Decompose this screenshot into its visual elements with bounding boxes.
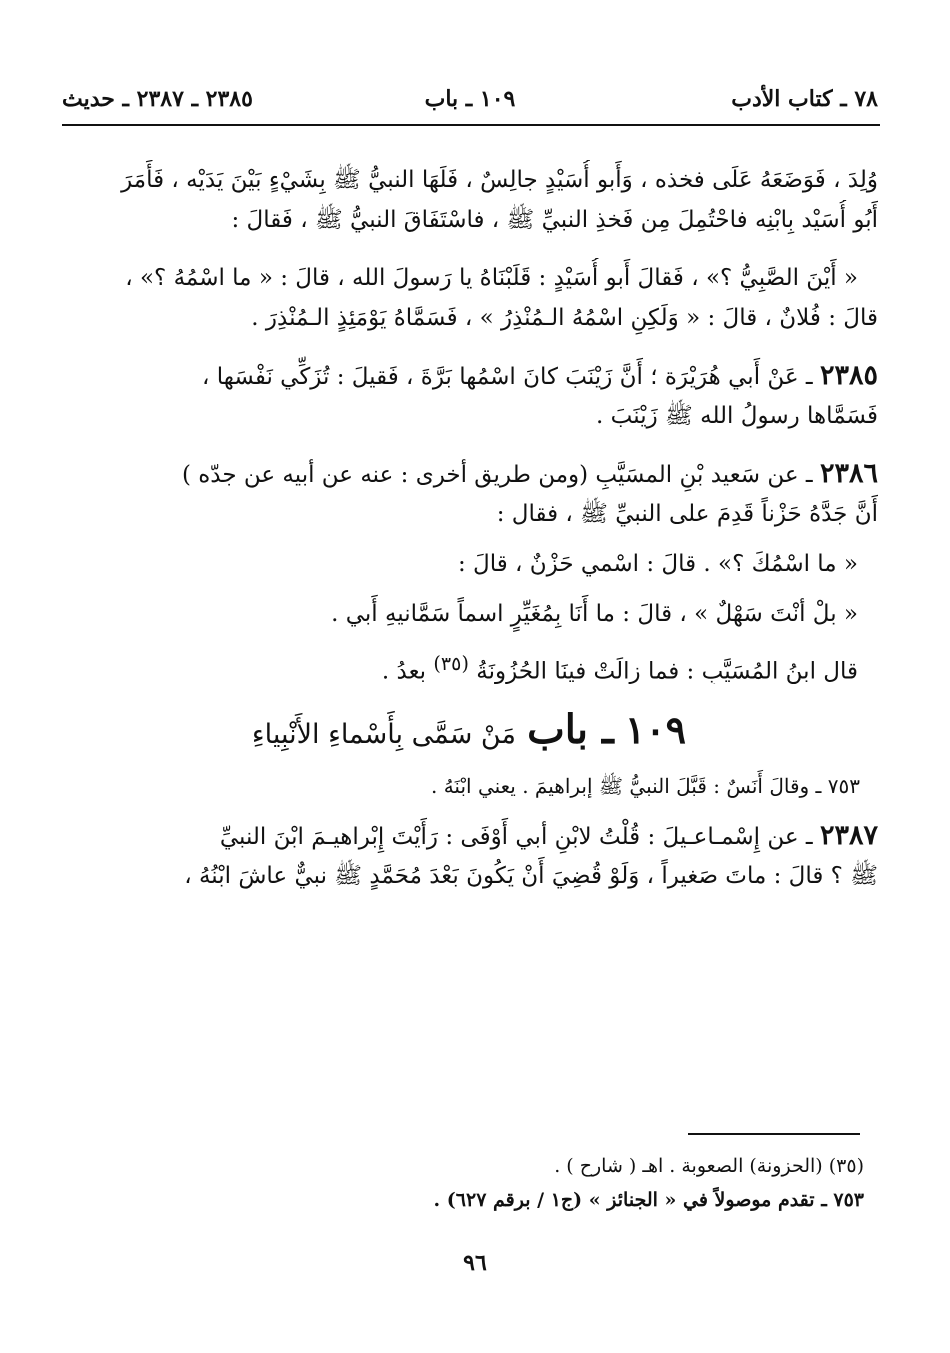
- hadith-text: ـ عَنْ أَبي هُرَيْرَة ؛ أَنَّ زَيْنَبَ كانَ اسْمُها بَرَّةَ ، فَقيلَ : تُزَكِّي نَفْسَها ،: [201, 364, 813, 390]
- text-line: [60, 644, 878, 684]
- hadith-number: ٢٣٨٦: [819, 458, 878, 489]
- quote-line: « ما اسْمُكَ ؟» . قالَ : اسْمي حَزْنٌ ، قالَ :: [457, 551, 858, 577]
- footnotes: [60, 1150, 864, 1218]
- hadith-2385-line: [60, 356, 878, 396]
- footnote-ref: (٣٥): [433, 652, 469, 675]
- header-chapter: ١٠٩ ـ باب: [424, 86, 516, 112]
- mualaq-note: ٧٥٣ ـ وقالَ أَنَسٌ : قَبَّلَ النبيُّ ﷺ إبراهيمَ . يعني ابْنَهُ .: [430, 774, 860, 798]
- chapter-number: ١٠٩: [624, 707, 687, 752]
- hadith-number: ٢٣٨٥: [819, 360, 878, 391]
- running-header: [62, 80, 878, 120]
- main-text: [60, 160, 878, 896]
- text-line: فَسَمَّاها رسولُ الله ﷺ زَيْنَبَ .: [596, 403, 878, 429]
- footnote-35: (٣٥) (الحزونة) الصعوبة . اهـ ( شارح ) .: [554, 1155, 864, 1177]
- hadith-text: ـ عن إِسْمـاعـيلَ : قُلْتُ لابْنِ أبي أَوْفَى : رَأَيْتَ إِبْراهيـمَ ابْنَ النبيِّ: [219, 824, 813, 850]
- text-line: أَبُو أُسَيْد بِابْنِه فاحْتُمِلَ مِن فَخذِ النبيِّ ﷺ ، فاسْتَفَاقَ النبيُّ ﷺ ، فَقالَ :: [231, 207, 878, 233]
- quote-line: « أَيْنَ الصَّبِيُّ ؟» ، فَقالَ أَبو أُسَيْدٍ : قَلَبْنَاهُ يا رَسولَ الله ، قالَ : « ما اسْمُهُ ؟» ،: [125, 265, 858, 291]
- header-hadith-range: ٢٣٨٥ ـ ٢٣٨٧ ـ حديث: [62, 86, 253, 112]
- header-book-title: ٧٨ ـ كتاب الأدب: [731, 86, 878, 112]
- chapter-word: ـ باب: [527, 706, 614, 753]
- hadith-2386-line: [60, 454, 878, 494]
- hadith-text: ـ عن سَعيد بْنِ المسَيَّبِ (ومن طريق أخرى : عنه عن أبيه عن جدّه ): [181, 462, 813, 488]
- text-segment: قال ابنُ المُسَيَّبِ : فما زالَتْ فينَا الحُزُونَةُ: [476, 658, 858, 684]
- text-line: ﷺ ؟ قالَ : ماتَ صَغيراً ، وَلَوْ قُضِيَ أَنْ يَكُونَ بَعْدَ مُحَمَّدٍ ﷺ نبيٌّ عاشَ ابْنُهُ ،: [184, 863, 878, 889]
- footnote-rule: [688, 1133, 860, 1135]
- chapter-title: مَنْ سَمَّى بِأَسْماءِ الأَنْبِياءِ: [251, 719, 516, 750]
- chapter-heading: [60, 694, 878, 766]
- text-segment: بعدُ .: [381, 658, 427, 684]
- text-line: قالَ : فُلانٌ ، قالَ : « وَلَكِنِ اسْمُهُ الـمُنْذِرُ » ، فَسَمَّاهُ يَوْمَئِذٍ الـمُنْذِرَ .: [251, 305, 878, 331]
- footnote-753: ٧٥٣ ـ تقدم موصولاً في « الجنائز » (ج١ / برقم ٦٢٧) .: [433, 1189, 864, 1211]
- hadith-number: ٢٣٨٧: [819, 820, 878, 851]
- text-line: أَنَّ جَدَّهُ حَزْناً قَدِمَ على النبيِّ ﷺ ، فقال :: [496, 501, 878, 527]
- header-rule: [62, 124, 880, 126]
- quote-line: « بلْ أنْتَ سَهْلٌ » ، قالَ : ما أَنَا بِمُغَيِّرٍ اسماً سَمَّانيهِ أَبي .: [331, 601, 858, 627]
- page-number: ٩٦: [463, 1250, 487, 1276]
- text-line: وُلِدَ ، فَوَضَعَهُ عَلَى فخذه ، وَأَبو أُسَيْدٍ جالِسٌ ، فَلَهَا النبيُّ ﷺ بِشَيْءٍ بَيْنَ يَدَيْه ، فَأَمَرَ: [121, 167, 878, 193]
- hadith-2387-line: [60, 816, 878, 856]
